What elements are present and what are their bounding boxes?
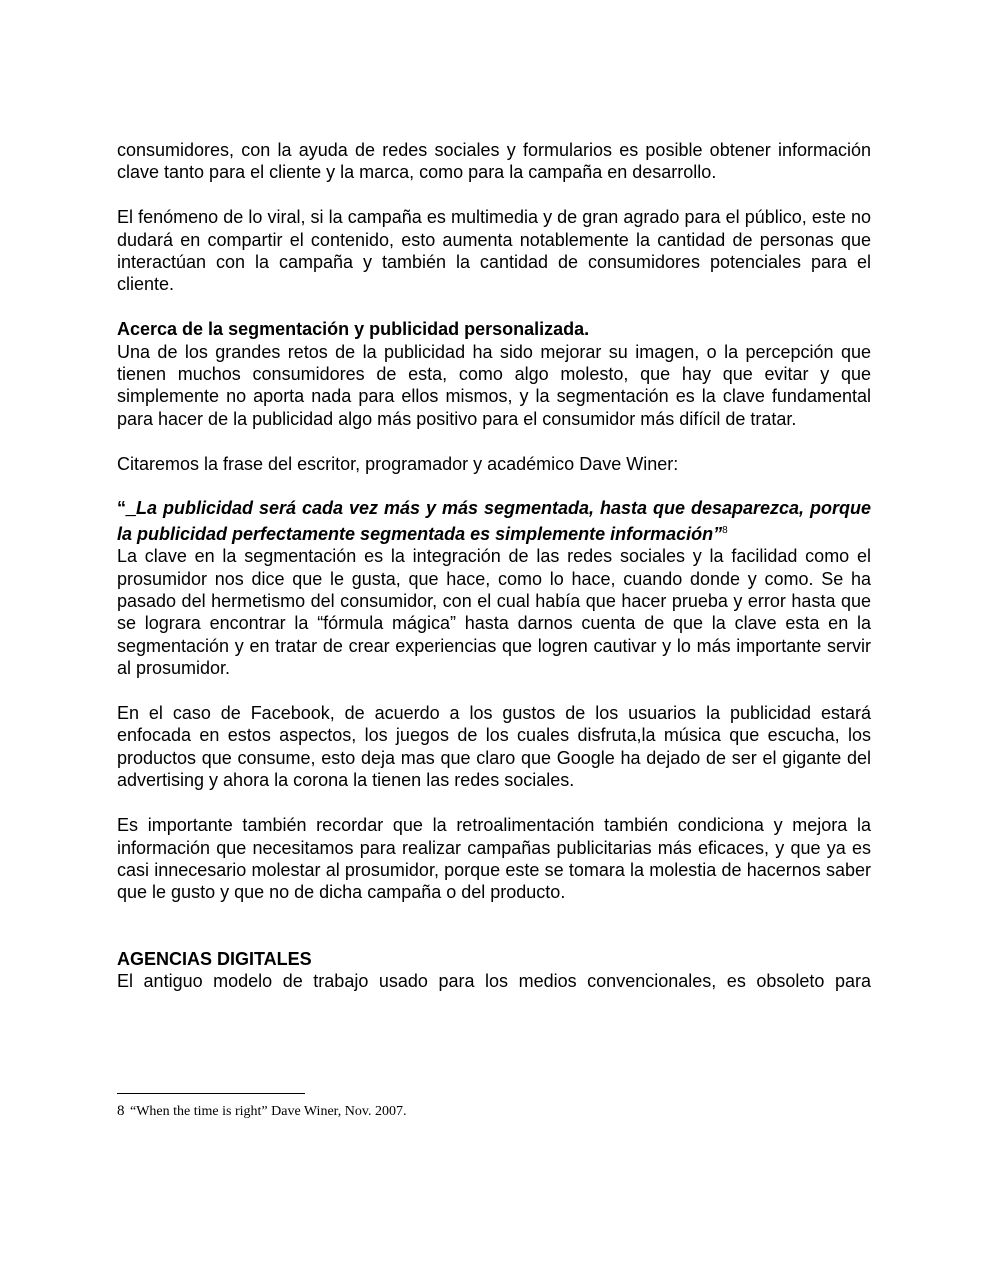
footnote <box>117 1102 406 1121</box>
quote-dave-winer <box>117 497 871 545</box>
paragraph-facebook: En el caso de Facebook, de acuerdo a los gustos de los usuarios la publicidad estará enfocada en estos aspectos, los juegos de los cuales disfruta,la música que escucha, los productos que consume, esto deja mas que claro que Google ha dejado de ser el gigante del advertising y ahora la corona la tienen las redes sociales. <box>117 703 871 791</box>
quote-underscore: _ <box>126 498 137 519</box>
footnote-separator <box>117 1093 305 1094</box>
quote-open-mark: “ <box>117 498 126 519</box>
paragraph-antiguo-modelo: El antiguo modelo de trabajo usado para los medios convencionales, es obsoleto para <box>117 971 871 992</box>
paragraph-retos: Una de los grandes retos de la publicidad ha sido mejorar su imagen, o la percepción que tienen muchos consumidores de esta, como algo molesto, que hay que evitar y que simplemente no aporta nada para ellos mismos, y la segmentación es la clave fundamental para hacer de la publicidad algo más positivo para el consumidor más difícil de tratar. <box>117 341 871 429</box>
footnote-reference[interactable]: 8 <box>722 524 728 536</box>
document-body <box>117 139 871 993</box>
paragraph-viral: El fenómeno de lo viral, si la campaña es multimedia y de gran agrado para el público, este no dudará en compartir el contenido, esto aumenta notablemente la cantidad de personas que interactúan con la campaña y también la cantidad de consumidores potenciales para el cliente. <box>117 207 871 295</box>
quote-text: La publicidad será cada vez más y más segmentada, hasta que desaparezca, porque la publicidad perfectamente segmentada es simplemente información” <box>117 498 871 544</box>
footnote-text: “When the time is right” Dave Winer, Nov. 2007. <box>130 1104 407 1119</box>
footnote-number: 8 <box>117 1103 125 1119</box>
section-heading-segmentacion: Acerca de la segmentación y publicidad personalizada. <box>117 319 590 340</box>
paragraph-clave-segmentacion: La clave en la segmentación es la integración de las redes sociales y la facilidad como el prosumidor nos dice que le gusta, que hace, como lo hace, cuando donde y como. Se ha pasado del hermetismo del consumidor, con el cual había que hacer prueba y error hasta que se lograra encontrar la “fórmula mágica” hasta darnos cuenta de que la clave esta en la segmentación y en tratar de crear experiencias que logren cautivar y lo más importante servir al prosumidor. <box>117 546 871 679</box>
paragraph-citaremos: Citaremos la frase del escritor, programador y académico Dave Winer: <box>117 453 679 474</box>
paragraph-retroalimentacion: Es importante también recordar que la retroalimentación también condiciona y mejora la información que necesitamos para realizar campañas publicitarias más eficaces, y que ya es casi innecesario molestar al prosumidor, porque este se tomara la molestia de hacernos saber que le gusto y que no de dicha campaña o del producto. <box>117 815 871 903</box>
paragraph-consumidores: consumidores, con la ayuda de redes sociales y formularios es posible obtener información clave tanto para el cliente y la marca, como para la campaña en desarrollo. <box>117 140 871 183</box>
section-heading-agencias: AGENCIAS DIGITALES <box>117 948 312 969</box>
